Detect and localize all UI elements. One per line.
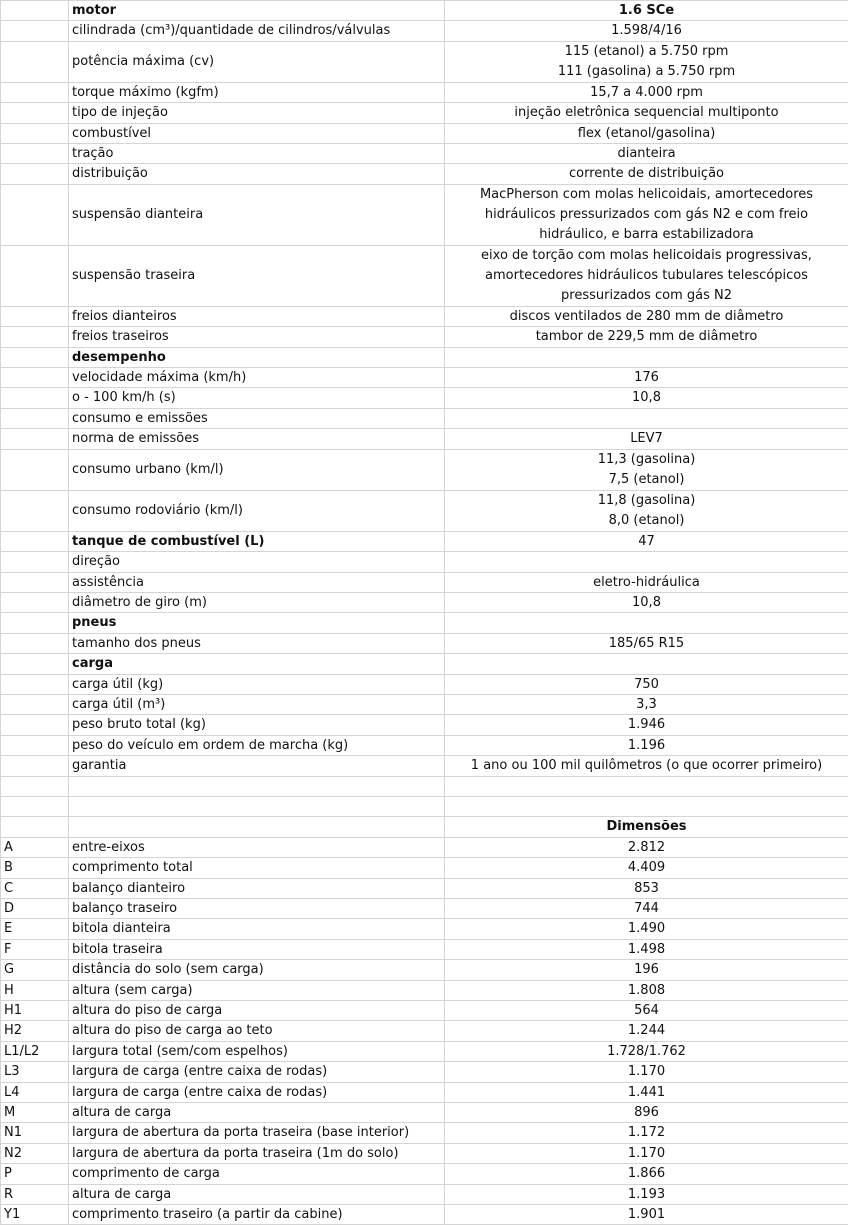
row-label-cell[interactable]: potência máxima (cv) — [69, 41, 445, 82]
table-row — [1, 592, 848, 612]
table-row — [1, 735, 848, 755]
table-row — [1, 408, 848, 428]
row-label-cell[interactable]: suspensão traseira — [69, 245, 445, 306]
table-row — [1, 878, 848, 898]
row-label-cell[interactable]: altura de carga — [69, 1184, 445, 1204]
row-label-cell[interactable]: largura de carga (entre caixa de rodas) — [69, 1062, 445, 1082]
row-code-cell[interactable]: H2 — [1, 1021, 69, 1041]
table-row — [1, 490, 848, 531]
row-code-cell[interactable]: L3 — [1, 1062, 69, 1082]
row-value-cell[interactable]: 1.172 — [445, 1123, 848, 1143]
row-code-cell[interactable] — [1, 654, 69, 674]
row-value-cell[interactable]: 1.244 — [445, 1021, 848, 1041]
table-row — [1, 756, 848, 776]
row-value-cell[interactable]: 564 — [445, 1001, 848, 1021]
row-code-cell[interactable] — [1, 41, 69, 82]
row-label-cell[interactable]: norma de emissões — [69, 429, 445, 449]
row-code-cell[interactable] — [1, 388, 69, 408]
row-code-cell[interactable] — [1, 429, 69, 449]
row-code-cell[interactable]: M — [1, 1103, 69, 1123]
row-label-cell[interactable]: altura (sem carga) — [69, 980, 445, 1000]
row-value-cell[interactable]: 1.196 — [445, 735, 848, 755]
row-code-cell[interactable] — [1, 164, 69, 184]
row-code-cell[interactable] — [1, 633, 69, 653]
table-row — [1, 654, 848, 674]
row-code-cell[interactable] — [1, 490, 69, 531]
table-row — [1, 552, 848, 572]
table-row — [1, 347, 848, 367]
row-code-cell[interactable] — [1, 144, 69, 164]
row-value-cell[interactable]: 1.441 — [445, 1082, 848, 1102]
row-label-cell[interactable]: suspensão dianteira — [69, 184, 445, 245]
row-value-cell[interactable]: Dimensões — [445, 817, 848, 837]
row-value-cell[interactable]: 896 — [445, 1103, 848, 1123]
row-label-cell[interactable] — [69, 817, 445, 837]
row-value-cell[interactable]: 2.812 — [445, 837, 848, 857]
table-row — [1, 572, 848, 592]
row-label-cell[interactable]: combustível — [69, 123, 445, 143]
row-label-cell[interactable]: freios traseiros — [69, 327, 445, 347]
row-label-cell[interactable]: tanque de combustível (L) — [69, 531, 445, 551]
table-row — [1, 245, 848, 306]
table-row — [1, 21, 848, 41]
table-row — [1, 960, 848, 980]
table-row — [1, 184, 848, 245]
table-row — [1, 429, 848, 449]
table-row — [1, 1, 848, 21]
row-code-cell[interactable] — [1, 103, 69, 123]
row-code-cell[interactable]: H1 — [1, 1001, 69, 1021]
row-code-cell[interactable]: C — [1, 878, 69, 898]
row-label-cell[interactable]: desempenho — [69, 347, 445, 367]
table-row — [1, 980, 848, 1000]
row-code-cell[interactable]: F — [1, 939, 69, 959]
table-row — [1, 368, 848, 388]
row-label-cell[interactable]: consumo urbano (km/l) — [69, 449, 445, 490]
row-code-cell[interactable] — [1, 184, 69, 245]
row-code-cell[interactable] — [1, 592, 69, 612]
row-value-cell[interactable] — [445, 654, 848, 674]
row-value-cell[interactable]: 4.409 — [445, 858, 848, 878]
row-value-cell[interactable]: 744 — [445, 898, 848, 918]
row-label-cell[interactable]: comprimento total — [69, 858, 445, 878]
row-label-cell[interactable]: o - 100 km/h (s) — [69, 388, 445, 408]
row-code-cell[interactable] — [1, 552, 69, 572]
row-code-cell[interactable] — [1, 776, 69, 796]
row-label-cell[interactable]: comprimento traseiro (a partir da cabine) — [69, 1205, 445, 1225]
row-label-cell[interactable]: bitola traseira — [69, 939, 445, 959]
row-label-cell[interactable]: tração — [69, 144, 445, 164]
row-value-cell[interactable] — [445, 408, 848, 428]
row-label-cell[interactable]: consumo rodoviário (km/l) — [69, 490, 445, 531]
row-value-cell[interactable]: flex (etanol/gasolina) — [445, 123, 848, 143]
row-label-cell[interactable]: direção — [69, 552, 445, 572]
table-row — [1, 1001, 848, 1021]
row-label-cell[interactable]: tipo de injeção — [69, 103, 445, 123]
row-value-cell[interactable]: tambor de 229,5 mm de diâmetro — [445, 327, 848, 347]
row-label-cell[interactable]: entre-eixos — [69, 837, 445, 857]
row-code-cell[interactable]: P — [1, 1164, 69, 1184]
row-label-cell[interactable]: velocidade máxima (km/h) — [69, 368, 445, 388]
row-code-cell[interactable] — [1, 817, 69, 837]
row-label-cell[interactable] — [69, 776, 445, 796]
row-value-cell[interactable]: 1.808 — [445, 980, 848, 1000]
row-label-cell[interactable]: carga útil (m³) — [69, 694, 445, 714]
row-code-cell[interactable] — [1, 347, 69, 367]
row-code-cell[interactable] — [1, 123, 69, 143]
table-row — [1, 674, 848, 694]
row-value-cell[interactable]: discos ventilados de 280 mm de diâmetro — [445, 306, 848, 326]
row-label-cell[interactable]: comprimento de carga — [69, 1164, 445, 1184]
row-code-cell[interactable] — [1, 531, 69, 551]
row-value-cell[interactable] — [445, 796, 848, 816]
row-value-cell[interactable]: injeção eletrônica sequencial multiponto — [445, 103, 848, 123]
row-label-cell[interactable]: peso do veículo em ordem de marcha (kg) — [69, 735, 445, 755]
row-value-cell[interactable]: 3,3 — [445, 694, 848, 714]
row-label-cell[interactable]: largura de abertura da porta traseira (1m do solo) — [69, 1143, 445, 1163]
row-code-cell[interactable]: A — [1, 837, 69, 857]
row-label-cell[interactable]: cilindrada (cm³)/quantidade de cilindros/válvulas — [69, 21, 445, 41]
row-label-cell[interactable]: consumo e emissões — [69, 408, 445, 428]
row-code-cell[interactable] — [1, 572, 69, 592]
table-row — [1, 144, 848, 164]
table-row — [1, 715, 848, 735]
table-row — [1, 939, 848, 959]
row-label-cell[interactable]: diâmetro de giro (m) — [69, 592, 445, 612]
row-code-cell[interactable]: N1 — [1, 1123, 69, 1143]
row-value-cell[interactable]: 750 — [445, 674, 848, 694]
row-value-cell[interactable]: 1.170 — [445, 1062, 848, 1082]
table-row — [1, 633, 848, 653]
row-label-cell[interactable]: distribuição — [69, 164, 445, 184]
row-label-cell[interactable]: freios dianteiros — [69, 306, 445, 326]
row-value-cell[interactable]: 10,8 — [445, 388, 848, 408]
row-value-cell[interactable]: dianteira — [445, 144, 848, 164]
row-value-cell[interactable] — [445, 552, 848, 572]
row-value-cell[interactable] — [445, 613, 848, 633]
row-value-cell[interactable] — [445, 776, 848, 796]
table-row — [1, 796, 848, 816]
row-value-cell[interactable]: 853 — [445, 878, 848, 898]
table-row — [1, 82, 848, 102]
table-row — [1, 41, 848, 82]
row-value-cell[interactable]: eixo de torção com molas helicoidais progressivas, amortecedores hidráulicos tubulares telescópicos pressurizados com gás N2 — [445, 245, 848, 306]
row-value-cell[interactable]: 1.946 — [445, 715, 848, 735]
row-label-cell[interactable]: garantia — [69, 756, 445, 776]
row-value-cell[interactable]: LEV7 — [445, 429, 848, 449]
row-code-cell[interactable]: D — [1, 898, 69, 918]
row-code-cell[interactable] — [1, 694, 69, 714]
table-row — [1, 837, 848, 857]
row-value-cell[interactable]: 1.866 — [445, 1164, 848, 1184]
row-value-cell[interactable]: MacPherson com molas helicoidais, amortecedores hidráulicos pressurizados com gás N2 e com freio hidráulico, e barra estabilizadora — [445, 184, 848, 245]
table-row — [1, 919, 848, 939]
row-code-cell[interactable]: N2 — [1, 1143, 69, 1163]
row-code-cell[interactable]: R — [1, 1184, 69, 1204]
row-code-cell[interactable]: H — [1, 980, 69, 1000]
row-code-cell[interactable] — [1, 756, 69, 776]
row-code-cell[interactable] — [1, 715, 69, 735]
row-code-cell[interactable] — [1, 613, 69, 633]
table-row — [1, 898, 848, 918]
row-code-cell[interactable] — [1, 21, 69, 41]
row-code-cell[interactable]: L1/L2 — [1, 1041, 69, 1061]
table-row — [1, 1082, 848, 1102]
table-row — [1, 1103, 848, 1123]
row-label-cell[interactable]: peso bruto total (kg) — [69, 715, 445, 735]
table-row — [1, 1143, 848, 1163]
row-code-cell[interactable] — [1, 1, 69, 21]
row-code-cell[interactable] — [1, 368, 69, 388]
row-code-cell[interactable] — [1, 82, 69, 102]
row-label-cell[interactable]: carga — [69, 654, 445, 674]
row-value-cell[interactable]: 11,8 (gasolina) 8,0 (etanol) — [445, 490, 848, 531]
table-row — [1, 1021, 848, 1041]
row-label-cell[interactable]: balanço traseiro — [69, 898, 445, 918]
table-row — [1, 103, 848, 123]
row-value-cell[interactable]: 47 — [445, 531, 848, 551]
table-row — [1, 388, 848, 408]
row-value-cell[interactable]: eletro-hidráulica — [445, 572, 848, 592]
row-value-cell[interactable]: 1.901 — [445, 1205, 848, 1225]
row-value-cell[interactable]: 176 — [445, 368, 848, 388]
row-code-cell[interactable] — [1, 674, 69, 694]
row-value-cell[interactable]: 196 — [445, 960, 848, 980]
table-row — [1, 1184, 848, 1204]
row-value-cell[interactable]: 1.6 SCe — [445, 1, 848, 21]
row-label-cell[interactable]: carga útil (kg) — [69, 674, 445, 694]
row-code-cell[interactable]: L4 — [1, 1082, 69, 1102]
row-value-cell[interactable]: 15,7 a 4.000 rpm — [445, 82, 848, 102]
table-row — [1, 327, 848, 347]
table-row — [1, 306, 848, 326]
row-value-cell[interactable]: 1.598/4/16 — [445, 21, 848, 41]
row-code-cell[interactable] — [1, 245, 69, 306]
table-row — [1, 776, 848, 796]
row-value-cell[interactable]: corrente de distribuição — [445, 164, 848, 184]
row-value-cell[interactable]: 10,8 — [445, 592, 848, 612]
table-row — [1, 1062, 848, 1082]
table-row — [1, 1123, 848, 1143]
row-label-cell[interactable]: tamanho dos pneus — [69, 633, 445, 653]
row-code-cell[interactable]: B — [1, 858, 69, 878]
table-row — [1, 531, 848, 551]
row-value-cell[interactable]: 1.490 — [445, 919, 848, 939]
row-value-cell[interactable]: 1.193 — [445, 1184, 848, 1204]
row-label-cell[interactable]: altura de carga — [69, 1103, 445, 1123]
row-label-cell[interactable]: altura do piso de carga — [69, 1001, 445, 1021]
row-value-cell[interactable]: 1.170 — [445, 1143, 848, 1163]
table-row — [1, 694, 848, 714]
row-label-cell[interactable]: largura de carga (entre caixa de rodas) — [69, 1082, 445, 1102]
table-row — [1, 1164, 848, 1184]
row-code-cell[interactable]: Y1 — [1, 1205, 69, 1225]
row-code-cell[interactable] — [1, 796, 69, 816]
row-value-cell[interactable] — [445, 347, 848, 367]
row-value-cell[interactable]: 1.728/1.762 — [445, 1041, 848, 1061]
row-code-cell[interactable] — [1, 408, 69, 428]
table-row — [1, 449, 848, 490]
row-value-cell[interactable]: 185/65 R15 — [445, 633, 848, 653]
table-row — [1, 858, 848, 878]
row-value-cell[interactable]: 11,3 (gasolina) 7,5 (etanol) — [445, 449, 848, 490]
table-row — [1, 613, 848, 633]
row-label-cell[interactable]: distância do solo (sem carga) — [69, 960, 445, 980]
row-value-cell[interactable]: 1.498 — [445, 939, 848, 959]
row-label-cell[interactable]: balanço dianteiro — [69, 878, 445, 898]
row-code-cell[interactable] — [1, 327, 69, 347]
row-label-cell[interactable]: motor — [69, 1, 445, 21]
row-value-cell[interactable]: 115 (etanol) a 5.750 rpm 111 (gasolina) a 5.750 rpm — [445, 41, 848, 82]
row-code-cell[interactable]: G — [1, 960, 69, 980]
row-label-cell[interactable]: pneus — [69, 613, 445, 633]
row-label-cell[interactable]: altura do piso de carga ao teto — [69, 1021, 445, 1041]
table-row — [1, 817, 848, 837]
row-label-cell[interactable] — [69, 796, 445, 816]
spec-table-body — [1, 1, 848, 1225]
row-code-cell[interactable] — [1, 449, 69, 490]
row-label-cell[interactable]: torque máximo (kgfm) — [69, 82, 445, 102]
row-code-cell[interactable]: E — [1, 919, 69, 939]
row-label-cell[interactable]: assistência — [69, 572, 445, 592]
table-row — [1, 1041, 848, 1061]
table-row — [1, 123, 848, 143]
table-row — [1, 164, 848, 184]
row-label-cell[interactable]: largura total (sem/com espelhos) — [69, 1041, 445, 1061]
row-code-cell[interactable] — [1, 735, 69, 755]
row-label-cell[interactable]: bitola dianteira — [69, 919, 445, 939]
row-code-cell[interactable] — [1, 306, 69, 326]
row-value-cell[interactable]: 1 ano ou 100 mil quilômetros (o que ocorrer primeiro) — [445, 756, 848, 776]
row-label-cell[interactable]: largura de abertura da porta traseira (base interior) — [69, 1123, 445, 1143]
